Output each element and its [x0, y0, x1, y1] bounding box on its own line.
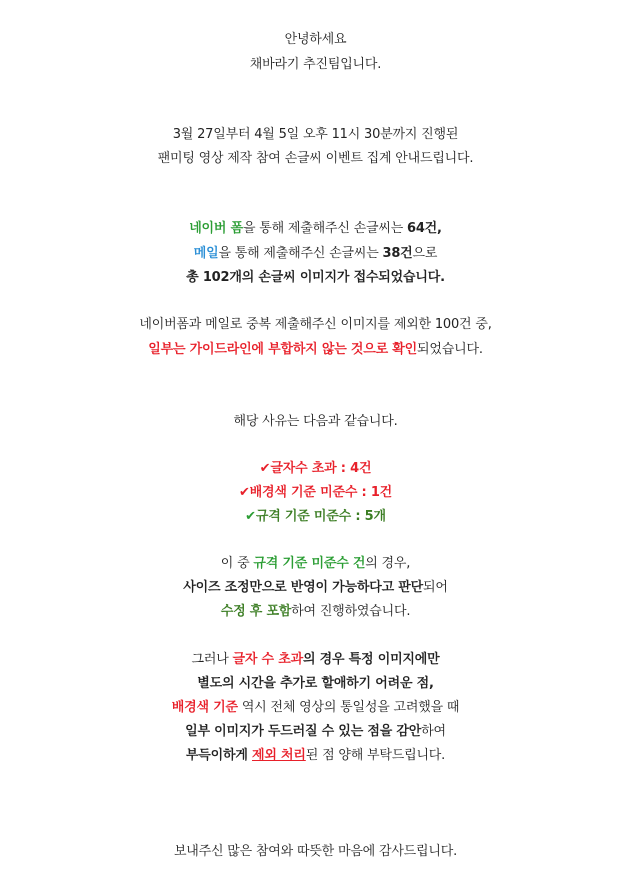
intro-line-1: 3월 27일부터 4월 5일 오후 11시 30분까지 진행된	[172, 127, 459, 142]
size-line-1	[0, 554, 631, 574]
exclusion-line-1-red: 글자 수 초과	[232, 652, 303, 667]
reasons-heading: 해당 사유는 다음과 같습니다.	[233, 414, 398, 429]
exclusion-line-5-rest: 된 점 양해 부탁드립니다.	[305, 748, 446, 763]
reason-item	[0, 507, 631, 527]
greeting-line-1: 안녕하세요	[284, 32, 347, 47]
greeting-line-2: 채바라기 추진팀입니다.	[249, 57, 382, 72]
size-line-3	[0, 602, 631, 622]
reason-item	[0, 459, 631, 479]
closing-line: 보내주신 많은 참여와 따뜻한 마음에 감사드립니다.	[173, 844, 458, 859]
exclusion-line-3	[0, 698, 631, 718]
naver-form-label: 네이버 폼	[189, 221, 243, 236]
size-line-2	[0, 578, 631, 598]
exclusion-line-5-bold: 부득이하게	[185, 748, 253, 763]
mail-count-line	[0, 244, 631, 264]
exclusion-line-4	[0, 722, 631, 742]
mail-label: 메일	[193, 246, 219, 261]
naver-count-text: 을 통해 제출해주신 손글씨는	[242, 221, 407, 236]
naver-count-value: 64건	[406, 221, 438, 236]
exclusion-line-1-a: 그러나	[191, 652, 233, 667]
reason-text: 규격 기준 미준수 : 5개	[255, 509, 386, 524]
exclusion-line-1	[0, 650, 631, 670]
review-red-text: 일부는 가이드라인에 부합하지 않는 것으로 확인	[148, 342, 418, 357]
size-line-2-rest: 되어	[423, 580, 448, 595]
exclusion-line-3-red: 배경색 기준	[171, 700, 238, 715]
size-line-3-green: 수정 후 포함	[220, 604, 292, 619]
check-icon: ✔	[259, 461, 271, 476]
size-line-3-rest: 하여 진행하였습니다.	[291, 604, 411, 619]
size-line-1-green: 규격 기준 미준수 건	[253, 556, 366, 571]
total-count-line: 총 102개의 손글씨 이미지가 접수되었습니다.	[186, 270, 445, 285]
review-line-1: 네이버폼과 메일로 중복 제출해주신 이미지를 제외한 100건 중,	[139, 317, 492, 332]
mail-count-value: 38건	[382, 246, 413, 261]
naver-count-comma: ,	[437, 221, 442, 236]
reason-text: 배경색 기준 미준수 : 1건	[249, 485, 393, 500]
intro-line-2: 팬미팅 영상 제작 참여 손글씨 이벤트 집계 안내드립니다.	[157, 151, 474, 166]
size-line-1-b: 의 경우,	[365, 556, 411, 571]
naver-count-line	[0, 219, 631, 239]
review-line-2	[0, 340, 631, 360]
mail-count-text: 을 통해 제출해주신 손글씨는	[218, 246, 383, 261]
exclusion-line-3-rest: 역시 전체 영상의 통일성을 고려했을 때	[237, 700, 460, 715]
review-rest-text: 되었습니다.	[417, 342, 483, 357]
reason-text: 글자수 초과 : 4건	[270, 461, 372, 476]
size-line-2-bold: 사이즈 조정만으로 반영이 가능하다고 판단	[183, 580, 424, 595]
reason-item	[0, 483, 631, 503]
exclusion-line-5	[0, 746, 631, 766]
exclusion-line-4-rest: 하여	[421, 724, 446, 739]
size-line-1-a: 이 중	[220, 556, 254, 571]
check-icon: ✔	[245, 509, 256, 524]
mail-count-suffix: 으로	[412, 246, 438, 261]
check-icon: ✔	[238, 485, 250, 500]
exclusion-line-2: 별도의 시간을 추가로 할애하기 어려운 점,	[197, 676, 434, 691]
exclusion-line-4-bold: 일부 이미지가 두드러질 수 있는 점을 감안	[185, 724, 422, 739]
exclusion-line-1-bold: 의 경우 특정 이미지에만	[302, 652, 440, 667]
exclusion-line-5-red: 제외 처리	[252, 748, 306, 763]
